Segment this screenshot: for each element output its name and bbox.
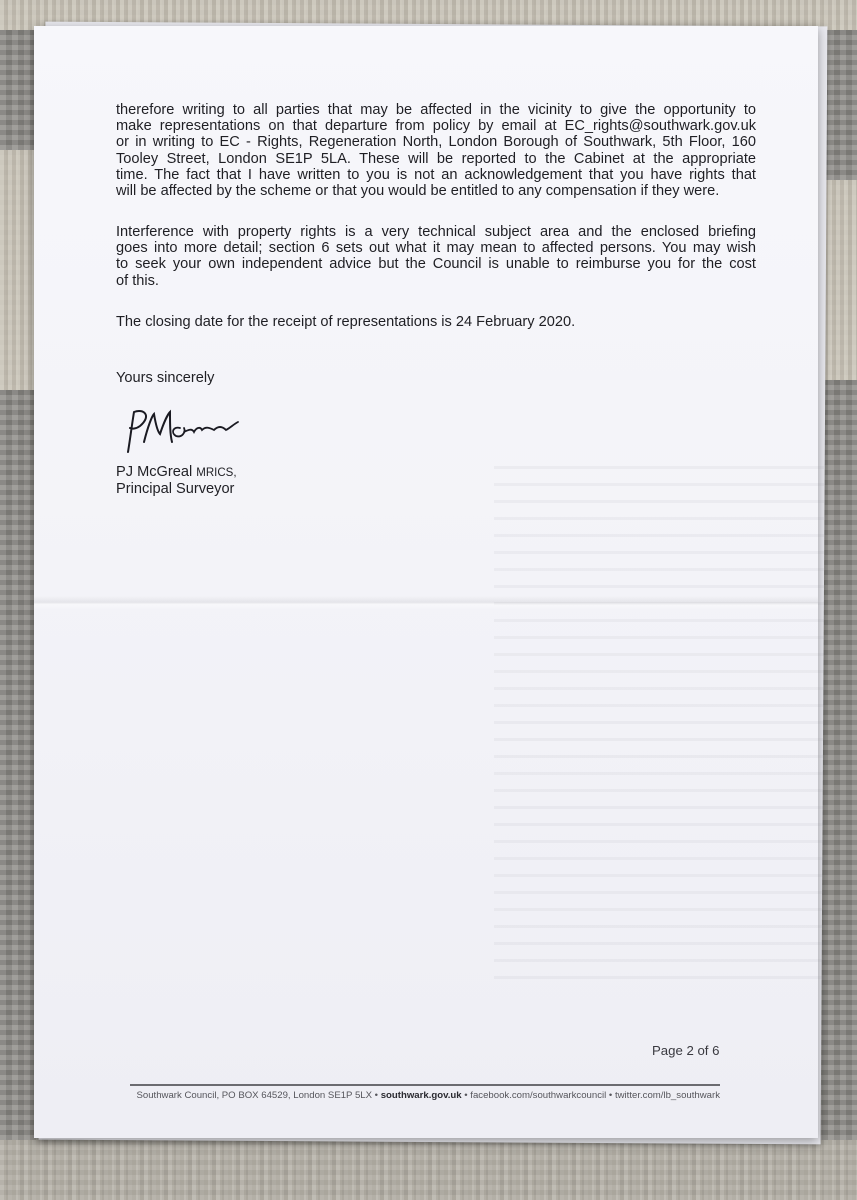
text-line: to seek your own independent advice but the Council is unable to reimburse you for the cost xyxy=(116,256,756,273)
letter-footer xyxy=(130,1090,720,1101)
paper-fold-crease xyxy=(34,596,818,610)
paragraph-closing-date xyxy=(116,314,756,330)
signatory-postnominal: MRICS, xyxy=(196,467,237,479)
paragraph-representations xyxy=(116,102,756,199)
signatory-title: Principal Surveyor xyxy=(116,481,235,498)
text-line: make representations on that departure from policy by email at EC_rights@southwark.gov.uk xyxy=(116,118,756,135)
handwritten-signature xyxy=(122,402,242,460)
page-number: Page 2 of 6 xyxy=(652,1043,720,1058)
footer-address: Southwark Council, PO BOX 64529, London SE1P 5LX • xyxy=(136,1090,379,1101)
footer-website: southwark.gov.uk xyxy=(380,1090,462,1101)
text-line: goes into more detail; section 6 sets out what it may mean to affected persons. You may wish xyxy=(116,240,756,257)
paragraph-property-rights xyxy=(116,224,756,289)
signatory-name: PJ McGreal xyxy=(116,464,193,480)
text-line: or in writing to EC - Rights, Regeneration North, London Borough of Southwark, 5th Floor, 160 xyxy=(116,134,756,151)
text-line: will be affected by the scheme or that you would be entitled to any compensation if they were. xyxy=(116,183,720,200)
text-line: The closing date for the receipt of representations is 24 February 2020. xyxy=(116,314,576,330)
show-through-text xyxy=(494,466,824,986)
text-line: of this. xyxy=(116,272,159,289)
footer-facebook: • facebook.com/southwarkcouncil • xyxy=(464,1090,613,1101)
fabric-background-bottom xyxy=(0,1140,857,1200)
signatory-block xyxy=(116,464,756,497)
text-line: time. The fact that I have written to you is not an acknowledgement that you have rights that xyxy=(116,166,756,183)
footer-divider xyxy=(130,1084,720,1086)
fabric-stripe-left xyxy=(0,150,34,390)
signatory-name-line xyxy=(116,464,756,481)
sign-off xyxy=(116,370,756,386)
footer-twitter: twitter.com/lb_southwark xyxy=(614,1090,720,1101)
text-line: therefore writing to all parties that may be affected in the vicinity to give the opportunity to xyxy=(116,102,756,118)
sign-off-text: Yours sincerely xyxy=(116,370,215,386)
text-line: Tooley Street, London SE1P 5LA. These will be reported to the Cabinet at the appropriate xyxy=(116,150,756,167)
letter-page xyxy=(34,26,818,1138)
text-line: Interference with property rights is a very technical subject area and the enclosed briefing xyxy=(116,224,756,240)
